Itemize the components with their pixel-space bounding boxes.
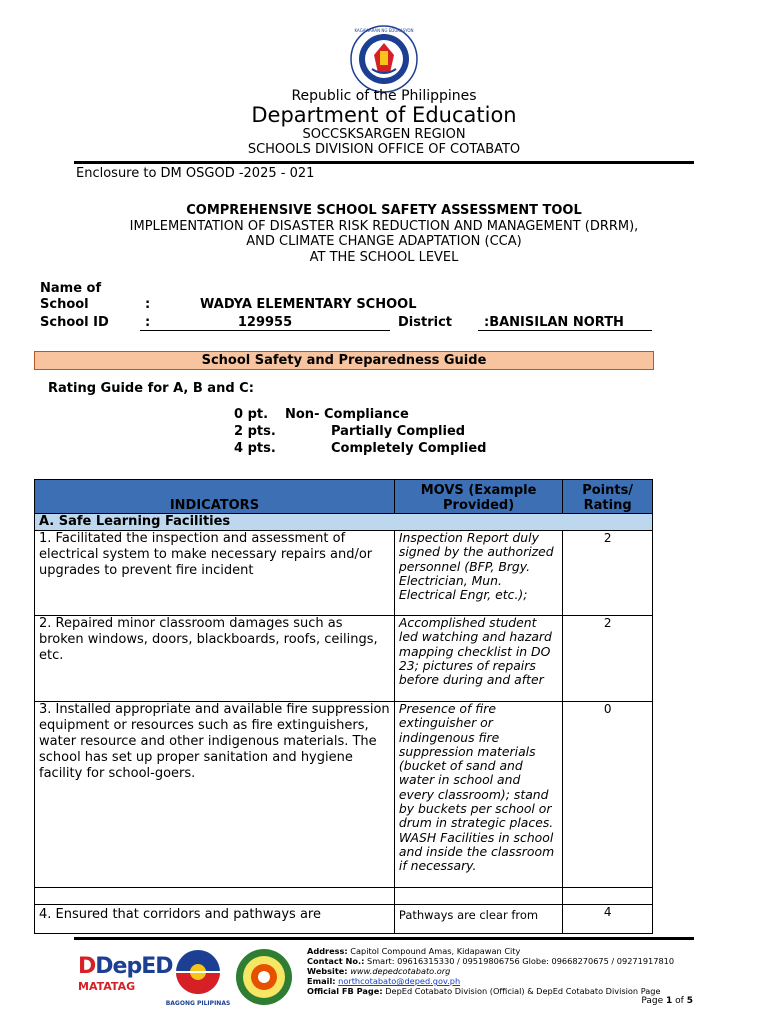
school-name-colon: :: [145, 297, 151, 312]
header-region: SOCCSKSARGEN REGION: [302, 127, 466, 142]
fb-value: DepEd Cotabato Division (Official) & DepEd Cotabato Division Page: [385, 986, 661, 996]
bagong-pilipinas-logo: [162, 948, 234, 1008]
matatag-wordmark: MATATAG: [78, 980, 136, 993]
school-name-label-1: Name of: [40, 281, 102, 296]
header-indicators: INDICATORS: [35, 480, 395, 514]
seal-text: KAGAWARAN NG EDUKASYON: [354, 28, 414, 33]
points-cell: 4: [563, 905, 653, 934]
document-subtitle-2: AND CLIMATE CHANGE ADAPTATION (CCA): [246, 234, 522, 249]
deped-seal-logo: [350, 25, 418, 93]
website-value: www.depedcotabato.org: [350, 966, 451, 976]
school-name-label-2: School: [40, 297, 89, 312]
contact-label: Contact No.:: [307, 956, 365, 966]
table-row-empty: [35, 888, 653, 905]
section-a-label: A. Safe Learning Facilities: [35, 514, 653, 531]
page-number: Page 1 of 5: [641, 996, 693, 1006]
enclosure-reference: Enclosure to DM OSGOD -2025 - 021: [76, 166, 315, 181]
bagong-pilipinas-emblem: [162, 948, 234, 996]
bagong-pilipinas-text: BAGONG PILIPINAS: [165, 1000, 231, 1007]
fb-label: Official FB Page:: [307, 986, 383, 996]
header-rule: [74, 161, 694, 164]
movs-cell: Presence of fire extinguisher or indingenous fire suppression materials (bucket of sand and water in school and every classroom); stand by buckets per school or drum in strategic places. WASH Facilities in school and inside the classroom if necessary.: [394, 702, 562, 888]
rating-points-4: 4 pts.: [234, 441, 276, 456]
movs-cell: Accomplished student led watching and hazard mapping checklist in DO 23; pictures of repairs before during and after: [394, 616, 562, 702]
table-row: [35, 531, 653, 616]
indicator-cell: 2. Repaired minor classroom damages such as broken windows, doors, blackboards, roofs, ceilings, etc.: [35, 616, 395, 702]
indicator-cell: 3. Installed appropriate and available fire suppression equipment or resources such as fire extinguishers, water resource and other indigenous materials. The school has set up proper sanitation and hygiene facility for school-goers.: [35, 702, 395, 888]
indicator-cell: 1. Facilitated the inspection and assessment of electrical system to make necessary repairs and/or upgrades to prevent fire incident: [35, 531, 395, 616]
address-label: Address:: [307, 946, 348, 956]
document-subtitle-1: IMPLEMENTATION OF DISASTER RISK REDUCTION AND MANAGEMENT (DRRM),: [129, 219, 639, 234]
school-id-label: School ID: [40, 315, 109, 330]
school-id-value: 129955: [140, 315, 390, 331]
rating-points-0: 0 pt.: [234, 407, 269, 422]
section-row: [35, 514, 653, 531]
rating-desc-0: Non- Compliance: [285, 407, 409, 422]
header-division: SCHOOLS DIVISION OFFICE OF COTABATO: [247, 142, 521, 157]
header-movs: MOVS (Example Provided): [394, 480, 562, 514]
deped-matatag-logo: [78, 948, 173, 1008]
rating-guide-title: Rating Guide for A, B and C:: [48, 381, 254, 396]
school-name-value: WADYA ELEMENTARY SCHOOL: [200, 297, 417, 312]
movs-cell: Pathways are clear from: [394, 905, 562, 934]
website-label: Website:: [307, 966, 348, 976]
rating-points-2: 2 pts.: [234, 424, 276, 439]
rating-desc-2: Partially Complied: [331, 424, 466, 439]
email-label: Email:: [307, 976, 336, 986]
footer-rule: [74, 937, 694, 940]
rating-desc-4: Completely Complied: [331, 441, 487, 456]
indicators-table: [34, 479, 653, 934]
document-title: COMPREHENSIVE SCHOOL SAFETY ASSESSMENT TOOL: [186, 203, 582, 218]
footer-contact-block: [307, 946, 674, 996]
table-row: [35, 905, 653, 934]
header-department: Department of Education: [251, 103, 517, 127]
header-points: Points/ Rating: [563, 480, 653, 514]
division-seal-logo: [234, 948, 294, 1006]
district-label: District: [398, 315, 452, 330]
district-value: :BANISILAN NORTH: [478, 315, 652, 331]
deped-wordmark: DDepED: [78, 954, 173, 979]
points-cell: 2: [563, 531, 653, 616]
movs-cell: Inspection Report duly signed by the authorized personnel (BFP, Brgy. Electrician, Mun. Electrical Engr, etc.);: [394, 531, 562, 616]
email-link[interactable]: northcotabato@deped.gov.ph: [338, 976, 461, 986]
points-cell: 2: [563, 616, 653, 702]
address-value: Capitol Compound Amas, Kidapawan City: [350, 946, 521, 956]
points-cell: 0: [563, 702, 653, 888]
table-row: [35, 616, 653, 702]
guide-bar: School Safety and Preparedness Guide: [34, 351, 654, 370]
indicator-cell: 4. Ensured that corridors and pathways are: [35, 905, 395, 934]
table-header-row: [35, 480, 653, 514]
document-subtitle-3: AT THE SCHOOL LEVEL: [309, 250, 459, 265]
school-id-colon: :: [145, 315, 151, 330]
table-row: [35, 702, 653, 888]
contact-value: Smart: 09616315330 / 09519806756 Globe: 09668270675 / 09271917810: [367, 956, 675, 966]
header-country: Republic of the Philippines: [291, 88, 477, 104]
